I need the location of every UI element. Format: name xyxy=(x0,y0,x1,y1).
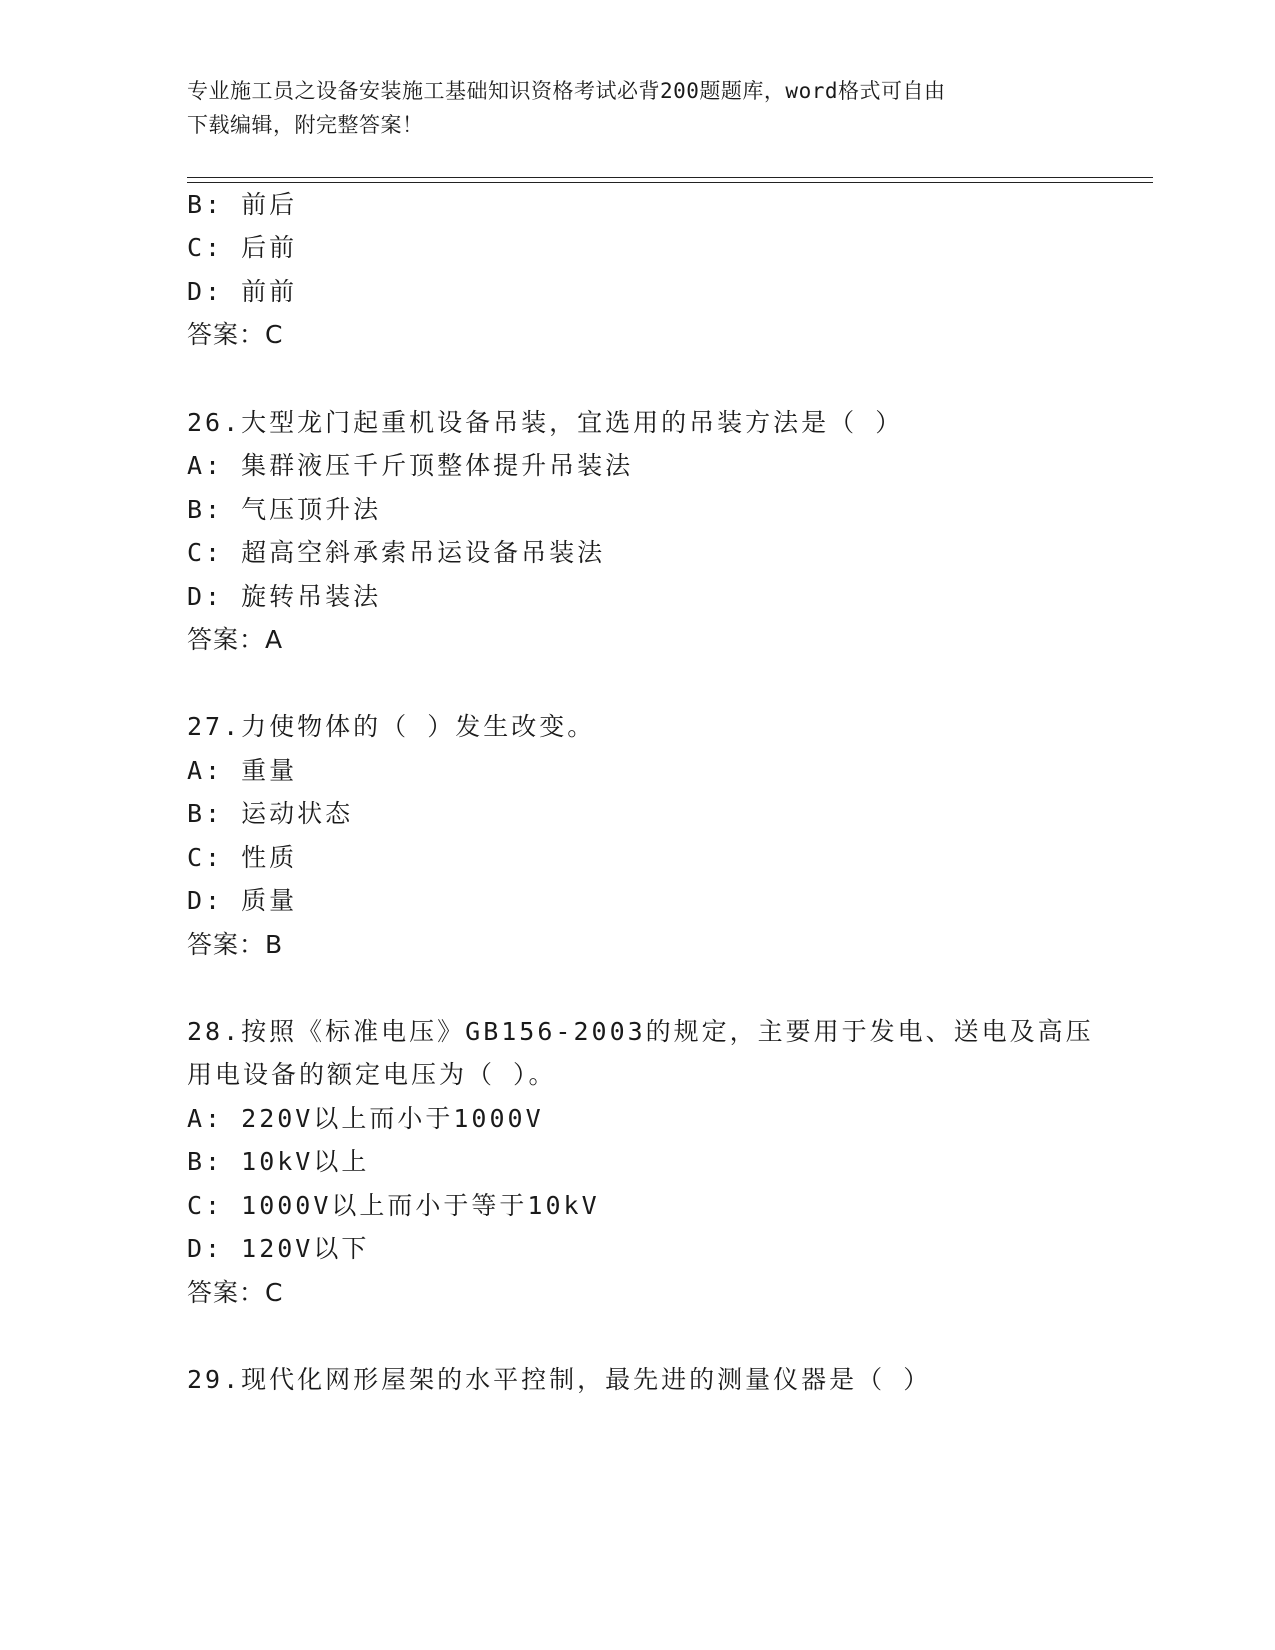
q27-answer: 答案：B xyxy=(187,930,284,959)
q26-option-c: C: 超高空斜承索吊运设备吊装法 xyxy=(187,538,606,567)
q25-option-d: D: 前前 xyxy=(187,277,298,306)
q27-option-b: B: 运动状态 xyxy=(187,799,354,828)
q28-option-c: C: 1000V以上而小于等于10kV xyxy=(187,1191,600,1220)
document-header xyxy=(187,74,1087,142)
q27-option-a: A: 重量 xyxy=(187,756,298,785)
header-divider-bottom xyxy=(187,182,1153,183)
q27-option-c: C: 性质 xyxy=(187,843,298,872)
q26-option-d: D: 旋转吊装法 xyxy=(187,582,382,611)
header-divider-top xyxy=(187,177,1153,178)
header-line-1: 专业施工员之设备安装施工基础知识资格考试必背200题题库，word格式可自由 xyxy=(187,79,946,103)
q26-question: 26.大型龙门起重机设备吊装，宜选用的吊装方法是（ ） xyxy=(187,408,904,437)
q26-option-a: A: 集群液压千斤顶整体提升吊装法 xyxy=(187,451,634,480)
q28-question-line-2: 用电设备的额定电压为（ ）。 xyxy=(187,1060,557,1089)
q28-option-d: D: 120V以下 xyxy=(187,1234,370,1263)
q28-answer: 答案：C xyxy=(187,1278,284,1307)
q28-option-a: A: 220V以上而小于1000V xyxy=(187,1104,544,1133)
q25-option-b: B: 前后 xyxy=(187,190,298,219)
q26-option-b: B: 气压顶升法 xyxy=(187,495,382,524)
q27-question: 27.力使物体的（ ）发生改变。 xyxy=(187,712,596,741)
q26-answer: 答案：A xyxy=(187,625,284,654)
q25-option-c: C: 后前 xyxy=(187,233,298,262)
q29-question: 29.现代化网形屋架的水平控制，最先进的测量仪器是（ ） xyxy=(187,1365,932,1394)
header-line-2: 下载编辑，附完整答案！ xyxy=(187,113,424,137)
q25-answer: 答案：C xyxy=(187,320,284,349)
q28-question-line-1: 28.按照《标准电压》GB156-2003的规定，主要用于发电、送电及高压 xyxy=(187,1017,1094,1046)
q28-option-b: B: 10kV以上 xyxy=(187,1147,370,1176)
q27-option-d: D: 质量 xyxy=(187,886,298,915)
